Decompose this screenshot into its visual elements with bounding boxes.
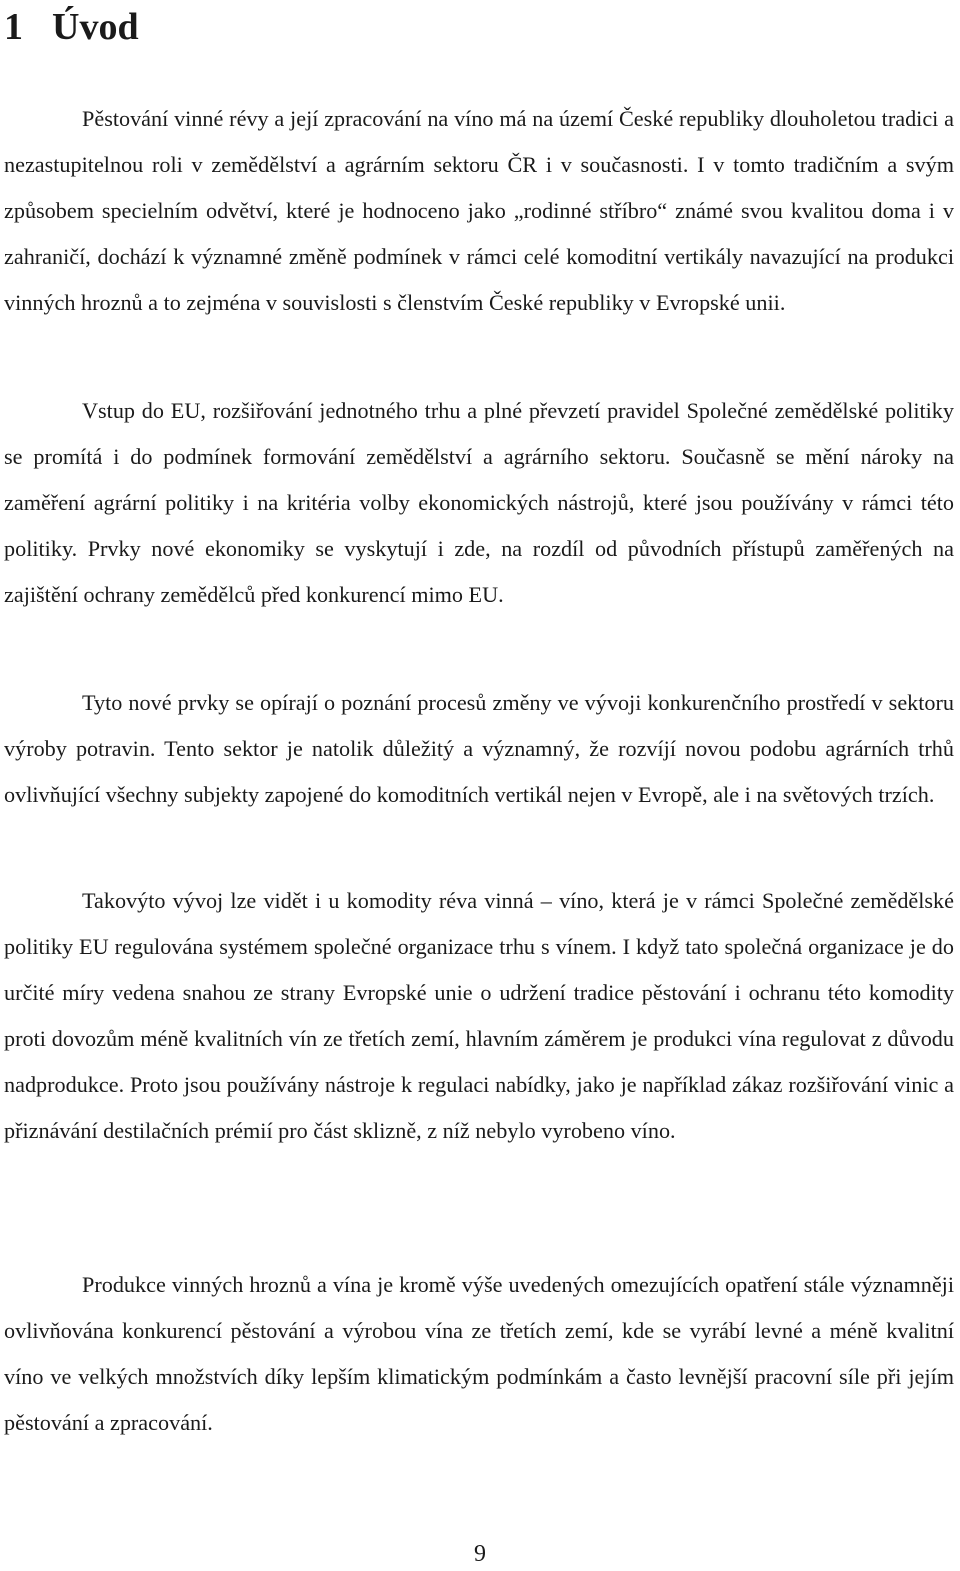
paragraph-4: Takovýto vývoj lze vidět i u komodity réva vinná – víno, která je v rámci Společné zemědělské politiky EU regulována systémem společné organizace trhu s vínem. I když tato společná organizace je do určité míry vedena snahou ze strany Evropské unie o udržení tradice pěstování i ochranu této komodity proti dovozům méně kvalitních vín ze třetích zemí, hlavním záměrem je produkci vína regulovat z důvodu nadprodukce. Proto jsou používány nástroje k regulaci nabídky, jako je například zákaz rozšiřování vinic a přiznávání destilačních prémií pro část sklizně, z níž nebylo vyrobeno víno. xyxy=(4,888,954,1144)
section-heading xyxy=(4,2,139,52)
paragraph-3: Tyto nové prvky se opírají o poznání procesů změny ve vývoji konkurenčního prostředí v sektoru výroby potravin. Tento sektor je natolik důležitý a významný, že rozvíjí novou podobu agrárních trhů ovlivňující všechny subjekty zapojené do komoditních vertikál nejen v Evropě, ale i na světových trzích. xyxy=(4,690,954,808)
section-title: Úvod xyxy=(52,6,139,48)
paragraph-1: Pěstování vinné révy a její zpracování na víno má na území České republiky dlouholetou tradici a nezastupitelnou roli v zemědělství a agrárním sektoru ČR i v současnosti. I v tomto tradičním a svým způsobem specielním odvětví, které je hodnoceno jako „rodinné stříbro“ známé svou kvalitou doma i v zahraničí, dochází k významné změně podmínek v rámci celé komoditní vertikály navazující na produkci vinných hroznů a to zejména v souvislosti s členstvím České republiky v Evropské unii. xyxy=(4,106,954,316)
section-number: 1 xyxy=(4,6,23,48)
paragraph-5: Produkce vinných hroznů a vína je kromě výše uvedených omezujících opatření stále významněji ovlivňována konkurencí pěstování a výrobou vína ze třetích zemí, kde se vyrábí levné a méně kvalitní víno ve velkých množstvích díky lepším klimatickým podmínkám a často levnější pracovní síle při jejím pěstování a zpracování. xyxy=(4,1272,954,1436)
paragraph-2: Vstup do EU, rozšiřování jednotného trhu a plné převzetí pravidel Společné zemědělské politiky se promítá i do podmínek formování zemědělství a agrárního sektoru. Současně se mění nároky na zaměření agrární politiky i na kritéria volby ekonomických nástrojů, které jsou používány v rámci této politiky. Prvky nové ekonomiky se vyskytují i zde, na rozdíl od původních přístupů zaměřených na zajištění ochrany zemědělců před konkurencí mimo EU. xyxy=(4,398,954,608)
page-number: 9 xyxy=(474,1541,486,1567)
